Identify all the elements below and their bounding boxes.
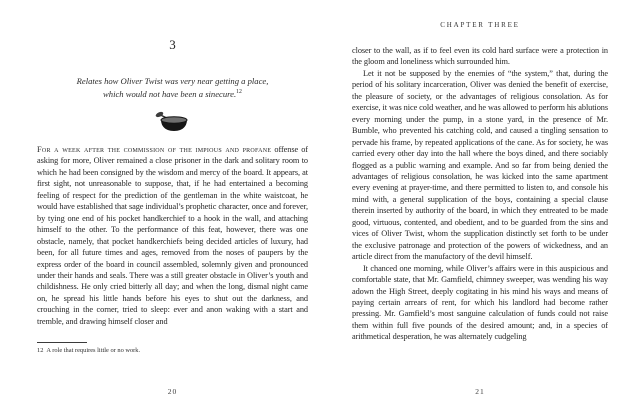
left-page-number: 20 <box>167 387 178 396</box>
paragraph-rest: offense of asking for more, Oliver remained a close prisoner in the dark and solitary room to which he had been consigned by the wisdom and mercy of the board. It appears, at first sight, not unreasonable to suppose, that, if he had entertained a becoming feeling of respect for the prediction of the gentleman in the white waistcoat, he would have established that sage individual’s prophetic character, once and forever, by tying one end of his pocket handkerchief to a hook in the wall, and attaching himself to the other. To the performance of this feat, however, there was one obstacle, namely, that pocket handkerchiefs being decided articles of luxury, had been, for all future times and ages, removed from the noses of paupers by the express order of the board in council assembled, solemnly given and pronounced under their hands and seals. There was a still greater obstacle in Oliver’s youth and childishness. He only cried bitterly all day; and when the long, dismal night came on, he spread his little hands before his eyes to shut out the darkness, and crouching in the corner, tried to sleep: ever and anon waking with a start and tremble, and drawing himself closer and <box>37 145 308 326</box>
gruel-bowl-icon <box>153 110 193 134</box>
chapter-subtitle-line1: Relates how Oliver Twist was very near getting a place, <box>76 76 269 86</box>
chapter-number: 3 <box>169 37 176 52</box>
right-page <box>352 0 608 417</box>
left-page <box>37 0 308 417</box>
body-paragraph: Let it not be supposed by the enemies of “the system,” that, during the period of his solitary incarceration, Oliver was denied the benefit of exercise, the pleasure of society, or the advantages of religious consolation. As for exercise, it was nice cold weather, and he was allowed to perform his ablutions every morning under the pump, in a stone yard, in the presence of Mr. Bumble, who prevented his catching cold, and caused a tingling sensation to pervade his frame, by repeated applications of the cane. As for society, he was carried every other day into the hall where the boys dined, and there sociably flogged as a public warning and example. And so far from being denied the advantages of religious consolation, he was kicked into the same apartment every evening at prayer-time, and there permitted to listen to, and console his mind with, a general supplication of the boys, containing a special clause therein inserted by authority of the board, in which they entreated to be made good, virtuous, contented, and obedient, and to be guarded from the sins and vices of Oliver Twist, whom the supplication distinctly set forth to be under the exclusive patronage and protection of the powers of wickedness, and an article direct from the manufactory of the devil himself. <box>352 68 608 262</box>
right-page-body <box>352 45 608 343</box>
footnote-reference: 12 <box>236 89 242 96</box>
footnote-rule <box>37 342 87 343</box>
chapter-subtitle-line2: which would not have been a sinecure. <box>103 89 237 99</box>
right-page-number: 21 <box>475 387 485 396</box>
body-paragraph <box>37 144 308 327</box>
left-page-body <box>37 144 308 327</box>
footnote-text: A role that requires little or no work. <box>46 347 141 354</box>
body-paragraph: It chanced one morning, while Oliver’s affairs were in this auspicious and comfortable state, that Mr. Gamfield, chimney sweeper, was wending his way adown the High Street, deeply cogitating in his mind his ways and means of paying certain arrears of rent, for which his landlord had become rather pressing. Mr. Gamfield’s most sanguine calculation of funds could not raise them within full five pounds of the desired amount; and, in a species of arithmetical desperation, he was alternately cudgeling <box>352 263 608 342</box>
body-paragraph: closer to the wall, as if to feel even its cold hard surface were a protection in the gloom and loneliness which surrounded him. <box>352 46 608 67</box>
ornament-wrap <box>37 110 308 134</box>
running-header: CHAPTER THREE <box>440 21 520 29</box>
chapter-subtitle <box>37 75 308 101</box>
footnote-marker: 12 <box>37 347 44 354</box>
footnote <box>37 347 308 355</box>
footnote-block <box>37 342 308 355</box>
paragraph-lead-smallcaps: For a week after the commission of the impious and profane <box>37 145 272 154</box>
